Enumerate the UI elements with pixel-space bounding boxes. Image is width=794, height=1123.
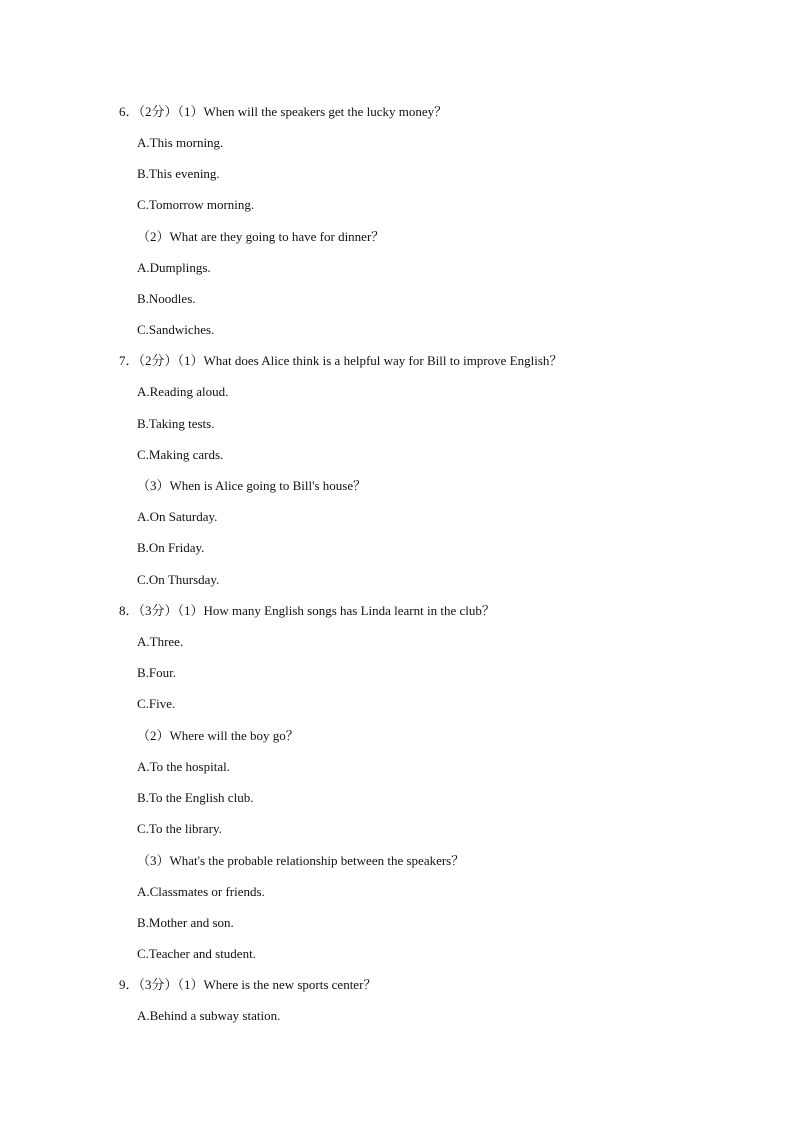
question-9-1-option-a: A.Behind a subway station. xyxy=(137,1008,281,1023)
question-7-1-option-c: C.Making cards. xyxy=(137,447,224,462)
question-7-3-option-c: C.On Thursday. xyxy=(137,572,220,587)
question-8-2-option-a: A.To the hospital. xyxy=(137,759,230,774)
question-6-stem: 6．（2分）（1）When will the speakers get the lucky money？ xyxy=(119,104,448,119)
question-8-2-option-b: B.To the English club. xyxy=(137,790,254,805)
question-7-3-stem: （3）When is Alice going to Bill's house？ xyxy=(137,478,367,493)
question-6-1-option-b: B.This evening. xyxy=(137,166,220,181)
question-8-1-option-b: B.Four. xyxy=(137,665,177,680)
question-8-stem: 8．（3分）（1）How many English songs has Linda learnt in the club？ xyxy=(119,603,495,618)
question-8-1-option-a: A.Three. xyxy=(137,634,184,649)
question-6-1-option-c: C.Tomorrow morning. xyxy=(137,197,255,212)
question-7-1-option-b: B.Taking tests. xyxy=(137,416,215,431)
question-7-3-option-a: A.On Saturday. xyxy=(137,509,218,524)
question-8-1-option-c: C.Five. xyxy=(137,696,176,711)
question-7-3-option-b: B.On Friday. xyxy=(137,540,205,555)
question-6-2-option-c: C.Sandwiches. xyxy=(137,322,215,337)
question-8-3-stem: （3）What's the probable relationship between the speakers？ xyxy=(137,853,465,868)
question-7-stem: 7．（2分）（1）What does Alice think is a helpful way for Bill to improve English？ xyxy=(119,353,563,368)
question-6-2-option-a: A.Dumplings. xyxy=(137,260,211,275)
question-9-stem: 9．（3分）（1）Where is the new sports center？ xyxy=(119,977,377,992)
question-7-1-option-a: A.Reading aloud. xyxy=(137,384,229,399)
question-6-2-stem: （2）What are they going to have for dinner？ xyxy=(137,229,385,244)
question-8-2-option-c: C.To the library. xyxy=(137,821,222,836)
question-8-2-stem: （2）Where will the boy go？ xyxy=(137,728,299,743)
question-8-3-option-a: A.Classmates or friends. xyxy=(137,884,265,899)
question-8-3-option-c: C.Teacher and student. xyxy=(137,946,256,961)
question-6-1-option-a: A.This morning. xyxy=(137,135,224,150)
question-8-3-option-b: B.Mother and son. xyxy=(137,915,234,930)
question-6-2-option-b: B.Noodles. xyxy=(137,291,196,306)
